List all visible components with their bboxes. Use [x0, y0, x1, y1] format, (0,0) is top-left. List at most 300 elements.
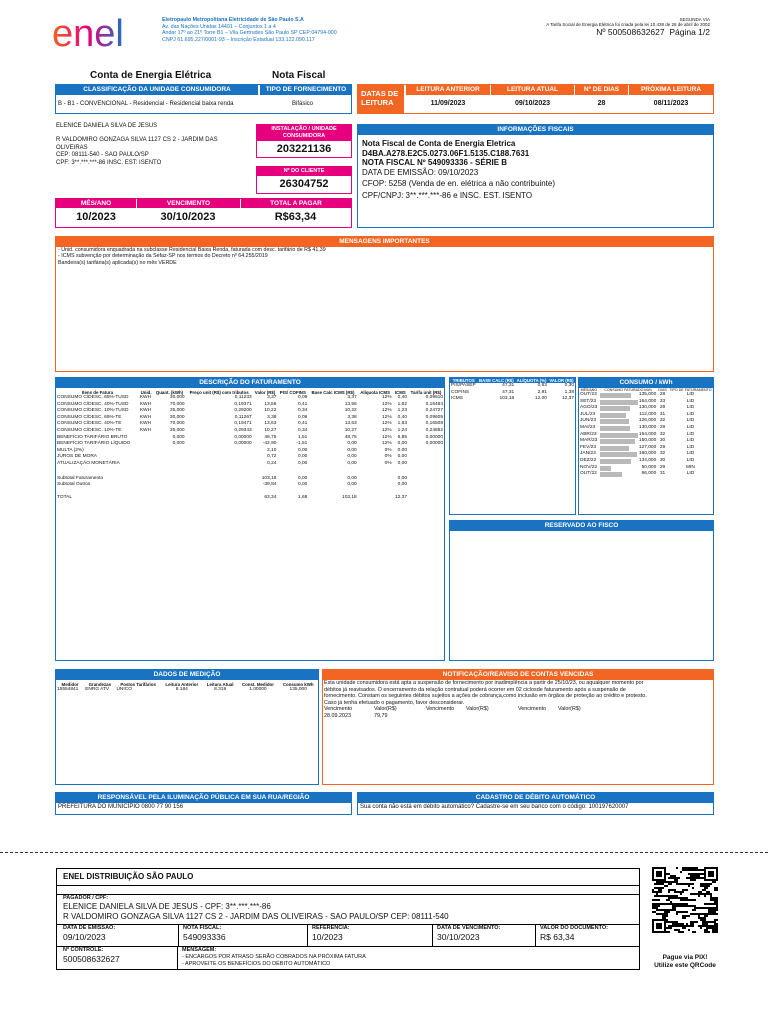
- billing-col-header: Unid.: [140, 390, 152, 395]
- billing-row: [56, 454, 444, 461]
- measure-col-header: Leitura Anterior: [165, 682, 199, 687]
- billing-cell: [186, 448, 253, 455]
- billing-row: [56, 395, 444, 402]
- control-number: 500508632627: [63, 954, 120, 964]
- billing-cell: 0,00: [347, 441, 357, 447]
- tax-cell: 47,31: [502, 383, 515, 388]
- message-3: Bandeira(s) tarifária(s) aplicada(s) no mês VERDE: [58, 259, 177, 266]
- billing-cell: 0,00000: [425, 434, 443, 440]
- consumption-month: OUT/22: [580, 471, 597, 477]
- billing-cell: 0,00: [397, 460, 408, 466]
- consumption-col-header: DIAS: [658, 388, 667, 392]
- billing-cell: CONSUMO C/DESC. 10%-TUSD: [57, 408, 129, 414]
- billing-cell: [153, 454, 185, 461]
- installation-number: 203221136: [276, 143, 332, 155]
- measure-cell: 1.00000: [249, 687, 267, 692]
- consumption-type: MIN: [686, 464, 695, 470]
- billing-col-header: PIS/ COFINS: [279, 390, 306, 395]
- tax-cell: 0,30: [564, 383, 574, 388]
- tax-row: [450, 383, 575, 390]
- slip-field-label: NOTA FISCAL:: [183, 925, 222, 931]
- notice-col-header: Vencimento: [324, 706, 353, 712]
- readings-box: [357, 84, 714, 114]
- billing-col-header: Tarifa unit (R$): [410, 390, 442, 395]
- consumption-month: JAN/23: [580, 451, 596, 457]
- reading-value: 28: [597, 100, 606, 107]
- billing-cell: [139, 454, 154, 461]
- reading-header: LEITURA ATUAL: [491, 85, 574, 95]
- enel-logo: [52, 14, 144, 54]
- billing-cell: 1,62: [397, 401, 408, 407]
- billing-cell: KWH: [139, 401, 152, 407]
- payer-line-1: ELENICE DANIELA SILVA DE JESUS - CPF: 3**.***.***-86: [63, 902, 271, 911]
- subtotal-value: 0,00: [397, 482, 408, 488]
- billing-cell: 0,24: [267, 460, 277, 466]
- measure-col-header: Const. Medidor: [241, 682, 274, 687]
- billing-cell: 12%: [382, 434, 392, 440]
- tax-col-header: ALÍQUOTA (%): [516, 378, 547, 383]
- notice-col-header: Vencimento: [518, 706, 547, 712]
- slip-field-value: 10/2023: [312, 932, 343, 942]
- company-name: Eletropaulo Metropolitana Eletricidade de São Paulo S.A: [162, 17, 304, 23]
- billing-cell: CONSUMO C/DESC. 65%-TE: [57, 414, 122, 420]
- reading-value: 08/11/2023: [653, 100, 689, 107]
- billing-cell: KWH: [139, 408, 152, 414]
- doc-number: Nº 500508632627: [596, 27, 665, 37]
- consumption-bar: [600, 413, 626, 418]
- billing-cell: 0,000: [172, 434, 185, 440]
- billing-cell: 0,29343: [234, 427, 252, 433]
- classification-value: B - B1 - CONVENCIONAL - Residencial - Residencial baixa renda: [58, 101, 234, 107]
- billing-cell: [408, 448, 444, 455]
- taxes-box: [449, 377, 576, 515]
- bill-title: Conta de Energia Elétrica: [90, 70, 212, 81]
- billing-col-header: Preço unit (R$) com tributos: [189, 390, 249, 395]
- consumption-month: AGO/23: [580, 405, 598, 411]
- billing-cell: 0,00: [347, 460, 357, 466]
- billing-cell: 12%: [382, 421, 392, 427]
- billing-cell: 2,10: [267, 447, 277, 453]
- billing-cell: 3,37: [347, 395, 357, 400]
- consumption-row: [579, 471, 713, 478]
- readings-label: DATAS DE LEITURA: [358, 85, 404, 113]
- billing-cell: 13,56: [264, 401, 277, 407]
- message-2: - ICMS subvenção por determinação da Sefaz-SP nos termos do Decreto nº 64.255/2019: [58, 253, 268, 260]
- consumption-value: 96,000: [641, 471, 657, 477]
- billing-row: [56, 461, 444, 468]
- billing-cell: 10,22: [264, 408, 277, 414]
- consumption-value: 135,000: [638, 392, 657, 397]
- consumption-type: LID: [686, 405, 695, 411]
- consumption-value: 126,000: [638, 418, 657, 424]
- billing-col-header: Valor (R$): [254, 390, 276, 395]
- billing-cell: 1,51: [297, 434, 308, 440]
- billing-cell: 12%: [382, 395, 392, 400]
- consumption-month: DEZ/22: [580, 457, 597, 463]
- month-year-value: 10/2023: [76, 211, 116, 223]
- tax-row: [450, 396, 575, 403]
- slip-company: ENEL DISTRIBUIÇÃO SÃO PAULO: [57, 869, 639, 886]
- billing-cell: 10,27: [264, 427, 277, 433]
- debit-header: CADASTRO DE DÉBITO AUTOMÁTICO: [358, 793, 713, 803]
- debit-box: [357, 792, 714, 815]
- billing-cell: 0,41: [297, 421, 308, 427]
- svg-text:enel: enel: [52, 14, 124, 54]
- fiscal-invoice-number: NOTA FISCAL Nº 549093336 - SÉRIE B: [362, 158, 508, 167]
- notice-line-2: débitos já reavisados. O encerramento da relação contratual poderá ocorrer em 02 ciclosde faturamento após a suspensão de: [324, 686, 626, 693]
- billing-cell: 10,27: [344, 427, 357, 433]
- billing-row: [56, 441, 444, 448]
- client-box: [256, 166, 352, 194]
- consumption-days: 30: [659, 438, 666, 444]
- consumption-value: 127,000: [638, 444, 657, 450]
- subtotal-value: 0,00: [397, 475, 408, 481]
- classification-box: [55, 84, 352, 114]
- tax-cell: 12,37: [561, 396, 574, 402]
- consumption-days: 29: [659, 444, 666, 450]
- billing-cell: 0,00000: [234, 434, 252, 440]
- due-date-value: 30/10/2023: [160, 211, 216, 223]
- consumption-type: LID: [686, 444, 695, 450]
- consumption-type: LID: [686, 431, 695, 437]
- slip-field-value: 09/10/2023: [63, 932, 106, 942]
- billing-cell: 1,24: [397, 427, 408, 433]
- tax-cell: 47,31: [502, 389, 515, 395]
- consumption-bar: [600, 433, 638, 438]
- installation-header: INSTALAÇÃO / UNIDADE CONSUMIDORA: [257, 125, 351, 141]
- slip-field-label: DATA DE VENCIMENTO:: [437, 925, 501, 931]
- consumption-row: [579, 425, 713, 432]
- slip-field: [307, 925, 432, 946]
- measure-cell: ÚNICO: [116, 687, 132, 692]
- consumption-bar: [600, 439, 635, 444]
- supply-type-header: TIPO DE FORNECIMENTO: [260, 85, 352, 95]
- billing-cell: CONSUMO C/DESC. 40%-TE: [57, 421, 122, 427]
- billing-cell: 12%: [382, 414, 392, 420]
- pix-label: Pague via PIX!: [662, 954, 708, 961]
- billing-cell: [408, 461, 444, 468]
- subtotal-value: -39,84: [262, 482, 277, 488]
- billing-header: DESCRIÇÃO DO FATURAMENTO: [56, 378, 444, 388]
- billing-cell: 0%: [384, 447, 392, 453]
- consumption-type: LID: [686, 457, 695, 463]
- messages-box: [55, 236, 714, 372]
- billing-subtotal-row: [56, 482, 444, 489]
- notice-due-date: 28.09.2023: [324, 712, 351, 719]
- payer-line-2: R VALDOMIRO GONZAGA SILVA 1127 CS 2 - JARDIM DAS OLIVEIRAS - SAO PAULO/SP CEP: 08111-540: [63, 911, 449, 921]
- billing-cell: 0,00: [397, 454, 408, 460]
- consumption-type: LID: [686, 424, 695, 430]
- slip-message-1: - ENCARGOS POR ATRASO SERÃO COBRADOS NA PRÓXIMA FATURA: [182, 954, 366, 960]
- subtotal-label: TOTAL: [57, 494, 73, 500]
- payer-label: PAGADOR / CPF:: [63, 895, 109, 901]
- billing-cell: 0,000: [172, 441, 185, 447]
- billing-cell: 30,000: [169, 414, 185, 420]
- client-header: Nº DO CLIENTE: [257, 167, 351, 176]
- tariff-note: A Tarifa Social de Energia Elétrica foi criada pela lei 10.438 de 26 de abril de 2002: [546, 22, 710, 27]
- billing-cell: 13,56: [344, 401, 357, 407]
- billing-cell: 0,11267: [234, 414, 252, 420]
- consumption-row: [579, 405, 713, 412]
- consumption-days: 29: [659, 424, 666, 430]
- subtotal-label: Subtotal Faturamento: [57, 475, 104, 481]
- measure-cell: 135,000: [289, 687, 307, 692]
- control-label: Nº CONTROLE:: [63, 947, 104, 953]
- consumption-value: 164,000: [638, 431, 657, 437]
- slip-field-label: VALOR DO DOCUMENTO:: [540, 925, 608, 931]
- tax-cell: 0,63: [537, 383, 547, 388]
- billing-cell: 0,34: [297, 427, 308, 433]
- billing-cell: 0,40: [397, 395, 408, 400]
- billing-cell: 3,37: [267, 395, 277, 400]
- tax-col-header: TRIBUTOS: [452, 378, 475, 383]
- billing-subtotal-row: [56, 495, 444, 502]
- consumption-row: [579, 458, 713, 465]
- measure-col-header: Leitura Atual: [206, 682, 234, 687]
- consumption-row: [579, 438, 713, 445]
- reserved-header: RESERVADO AO FISCO: [450, 521, 713, 531]
- tax-cell: 12,00: [534, 396, 547, 402]
- notice-line-3: fornecimento. Constam os seguintes débitos sujeitos a ações de cobrança,como inclusão em órgãos de proteção ao crédito e protesto.: [324, 693, 647, 699]
- consumption-days: 31: [659, 471, 666, 477]
- consumption-days: 33: [659, 398, 666, 404]
- notice-amount: 79,79: [374, 712, 388, 719]
- due-date-header: VENCIMENTO: [136, 199, 240, 208]
- consumption-type: LID: [686, 411, 695, 417]
- billing-cell: 0,00: [297, 460, 308, 466]
- billing-cell: 0,19371: [234, 401, 252, 407]
- lighting-header: RESPONSÁVEL PELA ILUMINAÇÃO PÚBLICA EM SUA RUA/REGIÃO: [56, 793, 351, 803]
- message-label: MENSAGEM:: [182, 947, 217, 953]
- billing-cell: 0,00000: [425, 441, 443, 447]
- consumption-days: 32: [659, 418, 666, 424]
- slip-field: [432, 925, 535, 946]
- billing-cell: KWH: [139, 414, 152, 420]
- billing-cell: 0,19471: [234, 421, 252, 427]
- consumption-value: 130,000: [638, 405, 657, 411]
- billing-cell: [408, 454, 444, 461]
- slip-field: [57, 925, 178, 946]
- measure-cell: ENRG ATV: [85, 687, 110, 692]
- total-value: R$63,34: [274, 211, 317, 223]
- month-year-header: MÊS/ANO: [56, 199, 136, 208]
- consumption-col-header: CONSUMO FATURADO kWh: [604, 388, 652, 392]
- reading-value: 09/10/2023: [514, 100, 551, 107]
- consumption-row: [579, 392, 713, 399]
- billing-cell: 48,75: [344, 434, 357, 440]
- billing-cell: 0,09: [297, 414, 308, 420]
- billing-cell: CONSUMO C/DESC. 65%-TUSD: [57, 395, 129, 400]
- fiscal-access-key: D4BA.A278.E2C5.0273.06F1.5135.C188.7631: [362, 148, 530, 158]
- billing-cell: MULTA (2%): [57, 447, 84, 453]
- billing-cell: 1,63: [397, 421, 408, 427]
- customer-address-2: OLIVEIRAS: [56, 144, 88, 151]
- billing-cell: 0,72: [267, 454, 277, 460]
- consumption-type: LID: [686, 398, 695, 404]
- fiscal-info-header: INFORMAÇÕES FISCAIS: [358, 125, 713, 135]
- reading-header: PRÓXIMA LEITURA: [629, 85, 713, 95]
- billing-col-header: ICMS: [394, 390, 406, 395]
- pix-qr-code[interactable]: [652, 867, 718, 933]
- billing-cell: 0,09605: [425, 414, 443, 420]
- billing-cell: [153, 448, 185, 455]
- slip-field-value: 549093336: [183, 932, 226, 942]
- total-header: TOTAL A PAGAR: [240, 199, 351, 208]
- subtotal-value: 1,68: [297, 494, 308, 500]
- billing-cell: 3,38: [347, 414, 357, 420]
- slip-field-value: R$ 63,34: [540, 932, 575, 942]
- notice-col-header: Vencimento: [426, 706, 455, 712]
- company-address-1: Av. das Nações Unidas 14401 – Conjuntos 1 a 4: [162, 23, 276, 30]
- consumption-type: LID: [686, 418, 695, 424]
- fiscal-title: Nota Fiscal: [272, 70, 326, 81]
- subtotal-label: Subtotal Outros: [57, 482, 91, 488]
- measure-cell: 8.319: [214, 687, 227, 692]
- consumption-header: CONSUMO / kWh: [579, 378, 713, 388]
- consumption-bar: [600, 472, 622, 477]
- billing-cell: 0,40: [397, 414, 408, 420]
- billing-cell: 0,34: [297, 408, 308, 414]
- pix-instruction: Utilize este QRCode: [654, 962, 716, 969]
- measure-cell: 8.184: [175, 687, 188, 692]
- billing-cell: [139, 435, 154, 442]
- company-address-2: Andar 17º ao 21º Torre B1 – Vila Gertrudes São Paulo SP CEP:04794-000: [162, 30, 337, 36]
- billing-cell: [153, 461, 185, 468]
- tax-cell: PIS/PASEP: [451, 383, 476, 388]
- installation-box: [256, 124, 352, 158]
- consumption-type: LID: [686, 451, 695, 457]
- consumption-days: 28: [659, 392, 666, 397]
- billing-cell: 70,000: [169, 401, 185, 407]
- billing-cell: JUROS DE MORA: [57, 454, 97, 460]
- page-number: Página 1/2: [669, 27, 710, 37]
- billing-cell: [186, 461, 253, 468]
- billing-cell: 0,00: [397, 441, 408, 447]
- customer-address-3: CEP: 08111-540 - SAO PAULO/SP: [56, 152, 149, 159]
- consumption-bar: [600, 426, 630, 431]
- subtotal-value: 0,00: [347, 482, 357, 488]
- billing-box: [55, 377, 445, 661]
- billing-cell: 12%: [382, 401, 392, 407]
- billing-cell: 13,63: [344, 421, 357, 427]
- measure-cell: 15554841: [57, 687, 79, 692]
- slip-field-value: 30/10/2023: [437, 932, 480, 942]
- consumption-month: MAR/23: [580, 438, 598, 444]
- customer-cpf: CPF: 3**.***.***-86 INSC. EST: ISENTO: [56, 160, 162, 167]
- consumption-row: [579, 418, 713, 425]
- cut-line: [0, 852, 768, 853]
- fiscal-line-1: Nota Fiscal de Conta de Energia Eletrica: [362, 139, 516, 148]
- reading-header: Nº DE DIAS: [575, 85, 628, 95]
- consumption-type: LID: [686, 471, 695, 477]
- consumption-month: MAI/23: [580, 424, 596, 430]
- reading-header: LEITURA ANTERIOR: [406, 85, 490, 95]
- billing-cell: 12%: [382, 427, 392, 433]
- consumption-box: [578, 377, 714, 515]
- customer-name: ELENICE DANIELA SILVA DE JESUS: [56, 123, 158, 129]
- consumption-month: NOV/22: [580, 464, 598, 470]
- consumption-bar: [600, 466, 611, 471]
- billing-cell: 0,00: [397, 447, 408, 453]
- tax-cell: COFINS: [451, 389, 470, 395]
- billing-row: [56, 428, 444, 435]
- subtotal-value: 0,00: [297, 482, 308, 488]
- billing-cell: 0,00: [297, 454, 308, 460]
- billing-cell: 35,000: [169, 408, 185, 414]
- due-box: [55, 198, 352, 228]
- reading-value: 11/09/2023: [430, 100, 466, 107]
- consumption-value: 164,000: [638, 398, 657, 404]
- billing-subtotal-row: [56, 476, 444, 483]
- consumption-days: 32: [659, 451, 666, 457]
- tax-cell: ICMS: [451, 396, 463, 402]
- payment-slip: [56, 868, 640, 970]
- consumption-month: JUN/23: [580, 418, 596, 424]
- consumption-col-header: TIPO DE FATURAMENTO: [669, 388, 712, 392]
- billing-col-header: Alíquota ICMS: [360, 390, 391, 395]
- billing-cell: 0,09610: [425, 395, 443, 400]
- billing-cell: 0%: [384, 454, 392, 460]
- billing-cell: 13,63: [264, 421, 277, 427]
- slip-message-2: - APROVEITE OS BENEFÍCIOS DO DÉBITO AUTOMÁTICO: [182, 961, 331, 967]
- subtotal-value: 0,00: [347, 475, 357, 481]
- billing-cell: [139, 448, 154, 455]
- billing-cell: 0,00: [347, 447, 357, 453]
- billing-col-header: Itens de Fatura: [81, 390, 114, 395]
- slip-field-label: DATA DE EMISSÃO:: [63, 925, 116, 931]
- billing-cell: 0%: [384, 460, 392, 466]
- billing-cell: 0,00: [297, 447, 308, 453]
- billing-cell: 0,29200: [234, 408, 252, 414]
- lighting-box: [55, 792, 352, 815]
- subtotal-value: 103,18: [342, 494, 357, 500]
- billing-cell: [186, 454, 253, 461]
- billing-cell: -42,90: [262, 441, 277, 447]
- measure-col-header: Grandezas: [88, 682, 112, 687]
- billing-cell: 0,16484: [425, 401, 443, 407]
- notice-col-header: Valor(R$): [374, 706, 397, 712]
- notice-box: [322, 669, 714, 785]
- consumption-col-header: MÊS/ANO: [580, 388, 598, 392]
- tax-cell: 2,91: [537, 389, 547, 395]
- consumption-value: 112,000: [639, 411, 657, 417]
- billing-cell: 1,23: [397, 408, 408, 414]
- messages-header: MENSAGENS IMPORTANTES: [56, 237, 713, 247]
- billing-cell: 30,000: [169, 395, 185, 400]
- billing-cell: KWH: [139, 427, 152, 433]
- consumption-bar: [600, 419, 629, 424]
- billing-col-header: Base Calc ICMS (R$): [311, 390, 355, 395]
- consumption-days: 31: [659, 411, 666, 417]
- measure-header: DADOS DE MEDIÇÃO: [56, 670, 318, 680]
- reserved-box: [449, 520, 714, 661]
- client-number: 26304752: [279, 178, 329, 190]
- subtotal-value: 63,34: [264, 494, 277, 500]
- billing-cell: KWH: [139, 395, 152, 400]
- consumption-value: 150,000: [638, 438, 657, 444]
- notice-line-4: Caso já tenha efetuado o pagamento, favor desconsiderar.: [324, 699, 465, 706]
- consumption-days: 29: [659, 405, 666, 411]
- fiscal-issue-date: DATA DE EMISSÃO: 09/10/2023: [362, 167, 479, 177]
- subtotal-value: 103,18: [261, 475, 277, 481]
- billing-row: [56, 421, 444, 428]
- billing-cell: 0,16508: [425, 421, 443, 427]
- lighting-value: PREFEITURA DO MUNICÍPIO 0800 77 90 156: [58, 804, 184, 810]
- billing-cell: CONSUMO C/DESC. 10%-TE: [57, 427, 122, 433]
- billing-cell: 0,09: [297, 395, 308, 400]
- billing-cell: 0,00: [347, 454, 357, 460]
- billing-cell: 0,24727: [425, 408, 443, 414]
